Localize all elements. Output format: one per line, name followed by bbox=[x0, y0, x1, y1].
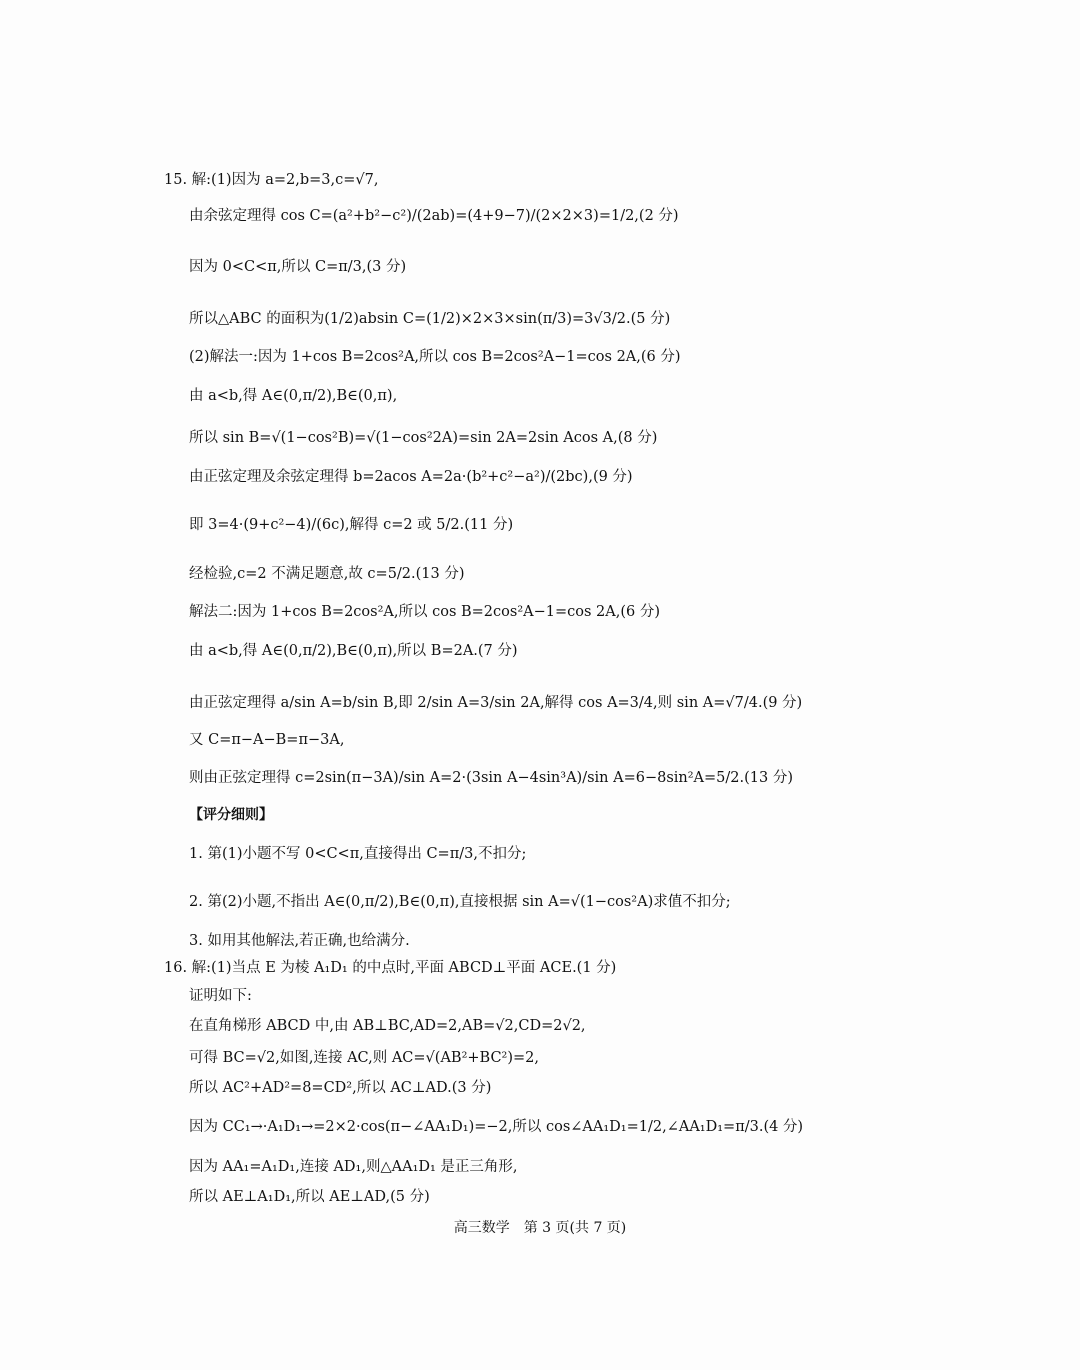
solution-line: 由正弦定理得 a/sin A=b/sin B,即 2/sin A=3/sin 2A,解得 cos A=3/4,则 sin A=√7/4.(9 分) bbox=[189, 694, 803, 711]
solution-line: 在直角梯形 ABCD 中,由 AB⊥BC,AD=2,AB=√2,CD=2√2, bbox=[189, 1017, 586, 1034]
solution-line: 15. 解:(1)因为 a=2,b=3,c=√7, bbox=[164, 171, 379, 188]
solution-line: 因为 0<C<π,所以 C=π/3,(3 分) bbox=[189, 258, 407, 275]
solution-line: 所以 AC²+AD²=8=CD²,所以 AC⊥AD.(3 分) bbox=[189, 1079, 492, 1096]
solution-line: 所以△ABC 的面积为(1/2)absin C=(1/2)×2×3×sin(π/3)=3√3/2.(5 分) bbox=[189, 310, 671, 327]
section-heading: 【评分细则】 bbox=[189, 807, 273, 823]
solution-line: 3. 如用其他解法,若正确,也给满分. bbox=[189, 932, 410, 949]
solution-line: 经检验,c=2 不满足题意,故 c=5/2.(13 分) bbox=[189, 565, 465, 582]
solution-line: (2)解法一:因为 1+cos B=2cos²A,所以 cos B=2cos²A−1=cos 2A,(6 分) bbox=[189, 348, 681, 365]
solution-line: 则由正弦定理得 c=2sin(π−3A)/sin A=2·(3sin A−4sin³A)/sin A=6−8sin²A=5/2.(13 分) bbox=[189, 769, 793, 786]
solution-line: 解法二:因为 1+cos B=2cos²A,所以 cos B=2cos²A−1=cos 2A,(6 分) bbox=[189, 603, 660, 620]
page-footer: 高三数学 第 3 页(共 7 页) bbox=[453, 1220, 627, 1236]
solution-line: 所以 sin B=√(1−cos²B)=√(1−cos²2A)=sin 2A=2sin Acos A,(8 分) bbox=[189, 429, 658, 446]
solution-line: 由 a<b,得 A∈(0,π/2),B∈(0,π),所以 B=2A.(7 分) bbox=[189, 642, 518, 659]
solution-line: 由余弦定理得 cos C=(a²+b²−c²)/(2ab)=(4+9−7)/(2×2×3)=1/2,(2 分) bbox=[189, 207, 679, 224]
solution-line: 2. 第(2)小题,不指出 A∈(0,π/2),B∈(0,π),直接根据 sin A=√(1−cos²A)求值不扣分; bbox=[189, 893, 731, 910]
solution-line: 可得 BC=√2,如图,连接 AC,则 AC=√(AB²+BC²)=2, bbox=[189, 1049, 540, 1066]
solution-line: 即 3=4·(9+c²−4)/(6c),解得 c=2 或 5/2.(11 分) bbox=[189, 516, 514, 533]
solution-line: 因为 AA₁=A₁D₁,连接 AD₁,则△AA₁D₁ 是正三角形, bbox=[189, 1158, 518, 1175]
solution-line: 16. 解:(1)当点 E 为棱 A₁D₁ 的中点时,平面 ABCD⊥平面 ACE.(1 分) bbox=[164, 959, 617, 976]
solution-line: 证明如下: bbox=[189, 987, 252, 1004]
solution-line: 因为 CC₁→·A₁D₁→=2×2·cos(π−∠AA₁D₁)=−2,所以 cos∠AA₁D₁=1/2,∠AA₁D₁=π/3.(4 分) bbox=[189, 1118, 804, 1135]
solution-line: 1. 第(1)小题不写 0<C<π,直接得出 C=π/3,不扣分; bbox=[189, 845, 527, 862]
solution-line: 由正弦定理及余弦定理得 b=2acos A=2a·(b²+c²−a²)/(2bc),(9 分) bbox=[189, 468, 633, 485]
solution-line: 由 a<b,得 A∈(0,π/2),B∈(0,π), bbox=[189, 387, 398, 404]
solution-line: 所以 AE⊥A₁D₁,所以 AE⊥AD,(5 分) bbox=[189, 1188, 430, 1205]
solution-line: 又 C=π−A−B=π−3A, bbox=[189, 731, 345, 748]
